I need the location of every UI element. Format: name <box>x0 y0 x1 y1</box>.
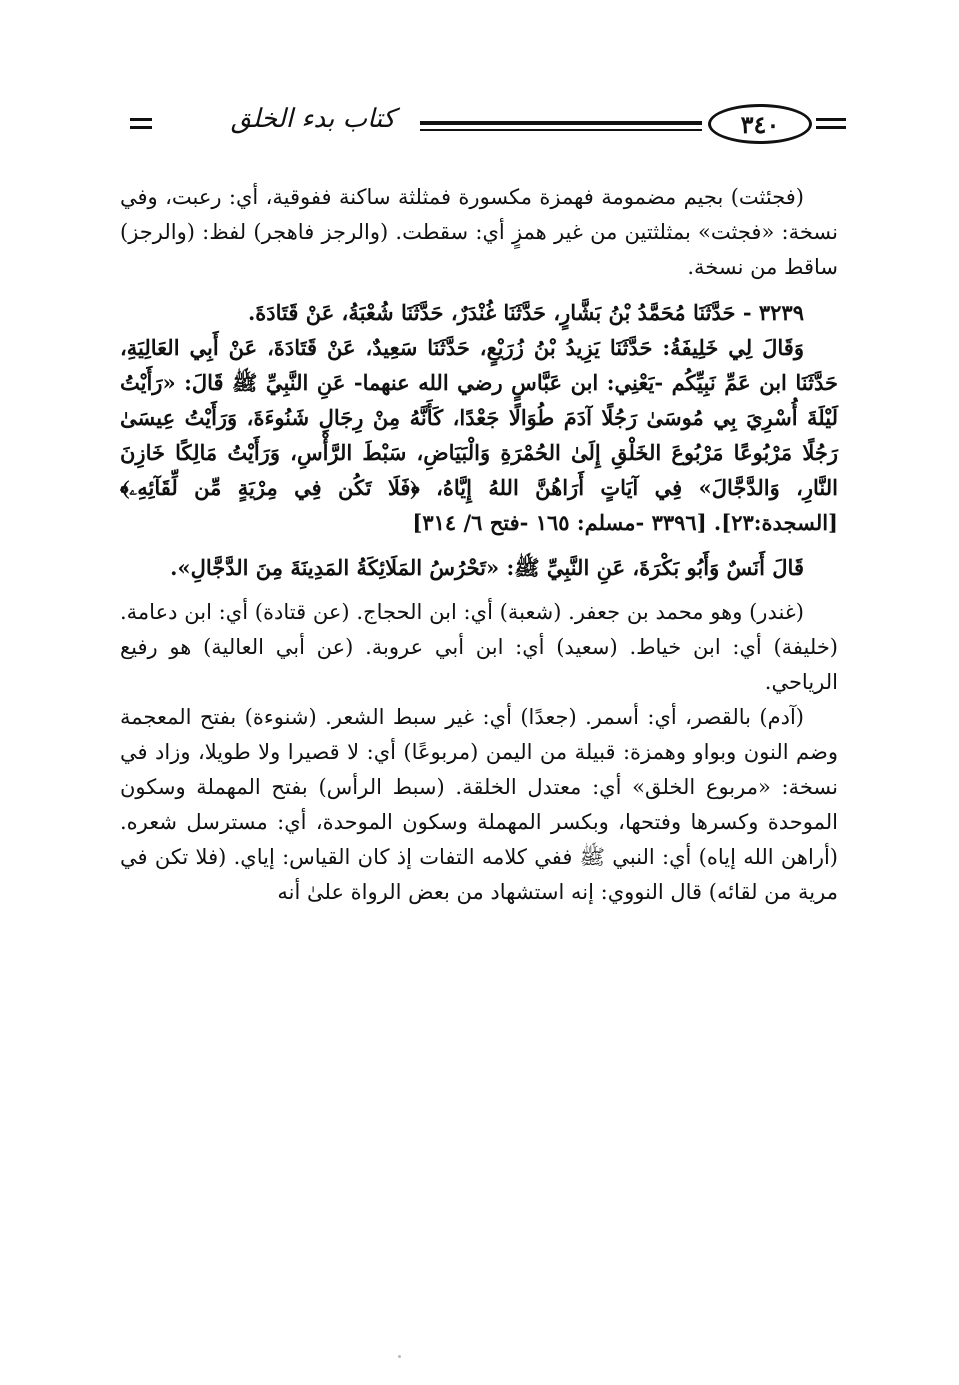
header-rule <box>420 121 702 131</box>
commentary-paragraph: (آدم) بالقصر، أي: أسمر. (جعدًا) أي: غير سبط الشعر. (شنوءة) بفتح المعجمة وضم النون وبواو وهمزة: قبيلة من اليمن (مربوعًا) أي: لا قصيرا ولا طويلا، وزاد في نسخة: «مربوع الخلق» أي: معتدل الخلقة. (سبط الرأس) بفتح المهملة وسكون الموحدة وكسرها وفتحها، وبكسر المهملة وسكون الموحدة، أي: مسترسل شعره. (أراهن الله إياه) أي: النبي ﷺ ففي كلامه التفات إذ كان القياس: إياي. (فلا تكن في مرية من لقائه) قال النووي: إنه استشهاد من بعض الرواة علىٰ أنه <box>120 705 838 904</box>
commentary-paragraph: (فجئثت) بجيم مضمومة فهمزة مكسورة فمثلثة ساكنة ففوقية، أي: رعبت، وفي نسخة: «فجثت» بمثلثتين من غير همزٍ أي: سقطت. (والرجز فاهجر) لفظ: (والرجز) ساقط من نسخة. <box>120 185 838 279</box>
hadith-text: وَقَالَ لِي خَلِيفَةُ: حَدَّثَنَا يَزِيدُ بْنُ زُرَيْعٍ، حَدَّثَنَا سَعِيدٌ، عَنْ قَتَادَةَ، عَنْ أَبِي العَالِيَةِ، حَدَّثَنَا ابن عَمِّ نَبِيِّكُم -يَعْنِي: ابن عَبَّاسٍ رضي الله عنهما- عَنِ النَّبِيِّ ﷺ قَالَ: «رَأَيْتُ لَيْلَةَ أُسْرِيَ بِي مُوسَىٰ رَجُلًا آدَمَ طُوَالًا جَعْدًا، كَأَنَّهُ مِنْ رِجَالِ شَنُوءَةَ، وَرَأَيْتُ عِيسَىٰ رَجُلًا مَرْبُوعًا مَرْبُوعَ الخَلْقِ إِلَىٰ الحُمْرَةِ وَالْبَيَاضِ، سَبْطَ الرَّأْسِ، وَرَأَيْتُ مَالِكًا خَازِنَ النَّارِ، وَالدَّجَّالَ» فِي آيَاتٍ أَرَاهُنَّ اللهُ إِيَّاهُ، ﴿فَلَا تَكُن فِي مِرْيَةٍ مِّن لِّقَآئِهِۦ﴾ [السجدة:٢٣]. [٣٣٩٦ -مسلم: ١٦٥ -فتح ٦/ ٣١٤] <box>120 335 838 535</box>
header-ornament-left <box>130 118 152 134</box>
book-title: كتاب بدء الخلق <box>230 104 396 134</box>
page-header <box>118 104 838 150</box>
commentary-paragraph: (غندر) وهو محمد بن جعفر. (شعبة) أي: ابن الحجاج. (عن قتادة) أي: ابن دعامة. (خليفة) أي: ابن خياط. (سعيد) أي: ابن أبي عروبة. (عن أبي العالية) هو رفيع الرياحي. <box>120 600 838 694</box>
hadith-isnad: ٣٢٣٩ - حَدَّثَنَا مُحَمَّدُ بْنُ بَشَّارٍ، حَدَّثَنَا غُنْدَرٌ، حَدَّثَنَا شُعْبَةُ، عَنْ قَتَادَةَ. <box>247 300 804 325</box>
page-body <box>120 180 838 910</box>
header-ornament-right <box>816 118 846 134</box>
page-speck <box>398 1355 401 1358</box>
hadith-mualaq: قَالَ أَنَسٌ وَأَبُو بَكْرَةَ، عَنِ النَّبِيِّ ﷺ: «تَحْرُسُ المَلَائِكَةُ المَدِينَةَ مِنَ الدَّجَّالِ». <box>170 555 804 580</box>
page-number: ٣٤٠ <box>708 104 812 144</box>
